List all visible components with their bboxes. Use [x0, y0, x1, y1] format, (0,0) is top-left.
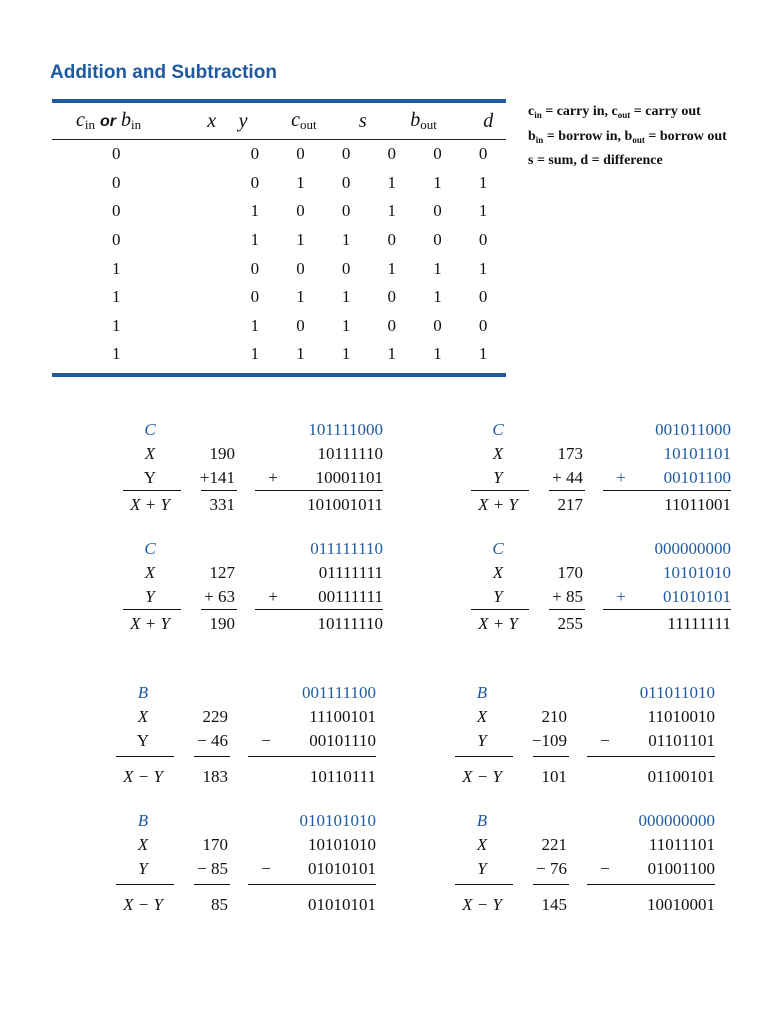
- binary-carry: 101111000: [308, 420, 383, 439]
- binary-x: 11011101: [648, 835, 715, 854]
- table-cell: 1: [112, 344, 121, 364]
- sum-rule: [471, 490, 529, 491]
- row-label: X: [137, 835, 149, 854]
- row-label: B: [137, 811, 149, 830]
- legend-borrow: $b_{in}$ = borrow in, $b_{out}$ = borrow out: [528, 128, 727, 145]
- sum-rule: [116, 884, 174, 885]
- sum-rule: [603, 490, 731, 491]
- decimal-x: 190: [209, 444, 235, 463]
- operator: −: [600, 731, 610, 750]
- addition-example: [115, 420, 415, 520]
- addition-example: [463, 539, 763, 639]
- row-label: X − Y: [123, 895, 163, 914]
- table-cell: 0: [250, 258, 260, 278]
- row-label: X: [144, 563, 156, 582]
- binary-result: 01010101: [308, 895, 376, 914]
- binary-y: 00101100: [663, 468, 731, 487]
- header-bout: $b_{out}$: [410, 109, 437, 132]
- binary-x: 10111110: [317, 444, 383, 463]
- decimal-x: 173: [557, 444, 583, 463]
- table-cell: 0: [387, 315, 397, 335]
- subtraction-example: [108, 811, 408, 914]
- row-label: Y: [493, 468, 503, 487]
- binary-y: 00111111: [318, 587, 383, 606]
- binary-carry: 011011010: [639, 683, 715, 702]
- table-cell: 1: [250, 201, 260, 221]
- table-cell: 0: [296, 144, 305, 164]
- binary-carry: 011111110: [310, 539, 383, 558]
- decimal-y: − 76: [536, 859, 567, 878]
- table-cell: 0: [341, 201, 351, 221]
- row-label: X − Y: [462, 895, 502, 914]
- header-d: d: [483, 109, 494, 132]
- table-cell: 1: [341, 344, 351, 364]
- binary-y: 01101101: [648, 731, 715, 750]
- binary-carry: 001111100: [302, 683, 376, 702]
- operator: −: [600, 859, 610, 878]
- table-row: [52, 283, 506, 312]
- operator: −: [261, 859, 271, 878]
- table-cell: 0: [296, 258, 305, 278]
- decimal-y: + 44: [552, 468, 583, 487]
- subtraction-example: [108, 683, 408, 786]
- binary-carry: 000000000: [654, 539, 731, 558]
- binary-x: 11100101: [309, 707, 376, 726]
- table-cell: 0: [112, 230, 121, 250]
- table-cell: 1: [478, 344, 488, 364]
- row-label: Y: [143, 468, 157, 487]
- decimal-x: 210: [541, 707, 567, 726]
- operator: +: [268, 587, 278, 606]
- sum-rule: [255, 490, 383, 491]
- table-cell: 1: [112, 315, 121, 335]
- table-cell: 1: [433, 172, 442, 192]
- table-cell: 0: [387, 287, 397, 307]
- page-title: Addition and Subtraction: [50, 62, 277, 83]
- row-label: X: [492, 563, 504, 582]
- table-cell: 0: [433, 315, 442, 335]
- table-cell: 1: [387, 172, 397, 192]
- row-label: C: [144, 539, 156, 558]
- row-label: X − Y: [123, 767, 163, 786]
- operator: +: [268, 468, 278, 487]
- decimal-result: 183: [202, 767, 228, 786]
- table-cell: 0: [341, 258, 351, 278]
- table-cell: 0: [112, 172, 121, 192]
- table-cell: 0: [433, 230, 442, 250]
- binary-y: 01010101: [308, 859, 376, 878]
- table-cell: 0: [112, 144, 121, 164]
- decimal-result: 101: [541, 767, 567, 786]
- table-cell: 1: [387, 201, 397, 221]
- subtraction-example: [447, 683, 747, 786]
- sum-rule: [455, 884, 513, 885]
- table-row: [52, 140, 506, 169]
- table-cell: 1: [433, 258, 442, 278]
- row-label: C: [492, 420, 504, 439]
- operator: +: [616, 587, 626, 606]
- table-cell: 1: [387, 258, 397, 278]
- sum-rule: [549, 490, 585, 491]
- subtraction-example: [447, 811, 747, 914]
- table-row: [52, 197, 506, 226]
- sum-rule: [533, 884, 569, 885]
- sum-rule: [471, 609, 529, 610]
- decimal-y: −109: [531, 731, 567, 750]
- row-label: X: [137, 707, 149, 726]
- sum-rule: [248, 884, 376, 885]
- table-row: [52, 226, 506, 255]
- row-label: C: [144, 420, 156, 439]
- decimal-y: +141: [199, 468, 235, 487]
- decimal-result: 255: [557, 614, 583, 633]
- binary-result: 10110111: [309, 767, 376, 786]
- decimal-x: 127: [209, 563, 235, 582]
- table-row: [52, 254, 506, 283]
- table-cell: 1: [296, 344, 305, 364]
- table-cell: 1: [296, 230, 305, 250]
- table-cell: 1: [341, 287, 351, 307]
- sum-rule: [455, 756, 513, 757]
- row-label: X + Y: [130, 614, 170, 633]
- table-cell: 1: [250, 315, 260, 335]
- decimal-result: 85: [211, 895, 228, 914]
- decimal-result: 217: [557, 495, 583, 514]
- sum-rule: [123, 490, 181, 491]
- header-x: x: [207, 109, 217, 132]
- header-cout: $c_{out}$: [291, 109, 317, 132]
- table-cell: 0: [387, 144, 397, 164]
- table-cell: 1: [387, 344, 397, 364]
- sum-rule: [587, 756, 715, 757]
- decimal-x: 170: [202, 835, 228, 854]
- addition-example: [463, 420, 763, 520]
- sum-rule: [248, 756, 376, 757]
- sum-rule: [116, 756, 174, 757]
- sum-rule: [603, 609, 731, 610]
- sum-rule: [201, 490, 237, 491]
- table-cell: 0: [341, 144, 351, 164]
- legend-carry: $c_{in}$ = carry in, $c_{out}$ = carry out: [528, 104, 701, 120]
- table-cell: 1: [250, 344, 260, 364]
- table-cell: 1: [250, 230, 260, 250]
- row-label: Y: [136, 731, 150, 750]
- table-bottom-rule: [52, 373, 506, 377]
- row-label: B: [476, 683, 488, 702]
- binary-result: 11111111: [667, 614, 731, 633]
- table-cell: 1: [433, 344, 442, 364]
- table-cell: 1: [112, 287, 121, 307]
- table-cell: 0: [478, 144, 488, 164]
- decimal-y: + 63: [204, 587, 235, 606]
- row-label: X + Y: [130, 495, 170, 514]
- operator: +: [616, 468, 626, 487]
- table-cell: 0: [433, 144, 442, 164]
- binary-result: 10111110: [317, 614, 383, 633]
- binary-x: 01111111: [318, 563, 383, 582]
- row-label: X + Y: [478, 495, 518, 514]
- table-row: [52, 312, 506, 341]
- sum-rule: [533, 756, 569, 757]
- sum-rule: [194, 756, 230, 757]
- sum-rule: [255, 609, 383, 610]
- operator: −: [261, 731, 271, 750]
- binary-y: 10001101: [315, 468, 383, 487]
- row-label: Y: [493, 587, 503, 606]
- sum-rule: [587, 884, 715, 885]
- binary-y: 00101110: [309, 731, 376, 750]
- table-row: [52, 340, 506, 369]
- decimal-x: 229: [202, 707, 228, 726]
- table-cell: 1: [341, 315, 351, 335]
- table-cell: 1: [112, 258, 121, 278]
- binary-carry: 000000000: [638, 811, 715, 830]
- header-y: y: [238, 109, 248, 132]
- table-row: [52, 169, 506, 198]
- row-label: Y: [145, 587, 155, 606]
- row-label: Y: [477, 731, 487, 750]
- binary-x: 10101010: [308, 835, 376, 854]
- table-cell: 0: [250, 144, 260, 164]
- binary-x: 10101010: [663, 563, 731, 582]
- sum-rule: [201, 609, 237, 610]
- table-cell: 1: [478, 172, 488, 192]
- decimal-y: − 46: [197, 731, 228, 750]
- truth-table: [52, 99, 506, 377]
- table-cell: 1: [478, 201, 488, 221]
- row-label: B: [137, 683, 149, 702]
- table-cell: 0: [478, 287, 488, 307]
- row-label: B: [476, 811, 488, 830]
- binary-x: 10101101: [663, 444, 731, 463]
- decimal-x: 170: [557, 563, 583, 582]
- sum-rule: [194, 884, 230, 885]
- table-cell: 1: [341, 230, 351, 250]
- table-cell: 0: [112, 201, 121, 221]
- row-label: Y: [138, 859, 148, 878]
- table-cell: 1: [478, 258, 488, 278]
- decimal-y: − 85: [197, 859, 228, 878]
- binary-y: 01001100: [647, 859, 715, 878]
- table-cell: 1: [433, 287, 442, 307]
- legend: [528, 100, 727, 174]
- row-label: X − Y: [462, 767, 502, 786]
- sum-rule: [123, 609, 181, 610]
- table-cell: 0: [250, 172, 260, 192]
- table-cell: 1: [296, 287, 305, 307]
- decimal-result: 145: [541, 895, 567, 914]
- binary-result: 01100101: [647, 767, 715, 786]
- table-header-row: [52, 103, 506, 139]
- decimal-result: 331: [209, 495, 235, 514]
- row-label: Y: [477, 859, 487, 878]
- addition-example: [115, 539, 415, 639]
- legend-sum-difference: s = sum, d = difference: [528, 153, 663, 168]
- decimal-result: 190: [209, 614, 235, 633]
- binary-result: 10010001: [647, 895, 715, 914]
- header-cin-or-bin: $c_{in}$ or $b_{in}$: [76, 109, 142, 132]
- binary-carry: 010101010: [299, 811, 376, 830]
- decimal-x: 221: [541, 835, 567, 854]
- table-cell: 1: [296, 172, 305, 192]
- decimal-y: + 85: [552, 587, 583, 606]
- header-s: s: [358, 109, 367, 132]
- binary-y: 01010101: [663, 587, 731, 606]
- binary-result: 11011001: [664, 495, 731, 514]
- table-cell: 0: [387, 230, 397, 250]
- table-cell: 0: [478, 315, 488, 335]
- row-label: X: [476, 835, 488, 854]
- row-label: X: [476, 707, 488, 726]
- row-label: X: [144, 444, 156, 463]
- table-cell: 0: [250, 287, 260, 307]
- binary-result: 101001011: [307, 495, 383, 514]
- table-cell: 0: [478, 230, 488, 250]
- row-label: C: [492, 539, 504, 558]
- row-label: X + Y: [478, 614, 518, 633]
- table-cell: 0: [296, 315, 305, 335]
- table-cell: 0: [341, 172, 351, 192]
- binary-x: 11010010: [647, 707, 715, 726]
- table-cell: 0: [433, 201, 442, 221]
- table-cell: 0: [296, 201, 305, 221]
- row-label: X: [492, 444, 504, 463]
- sum-rule: [549, 609, 585, 610]
- binary-carry: 001011000: [655, 420, 731, 439]
